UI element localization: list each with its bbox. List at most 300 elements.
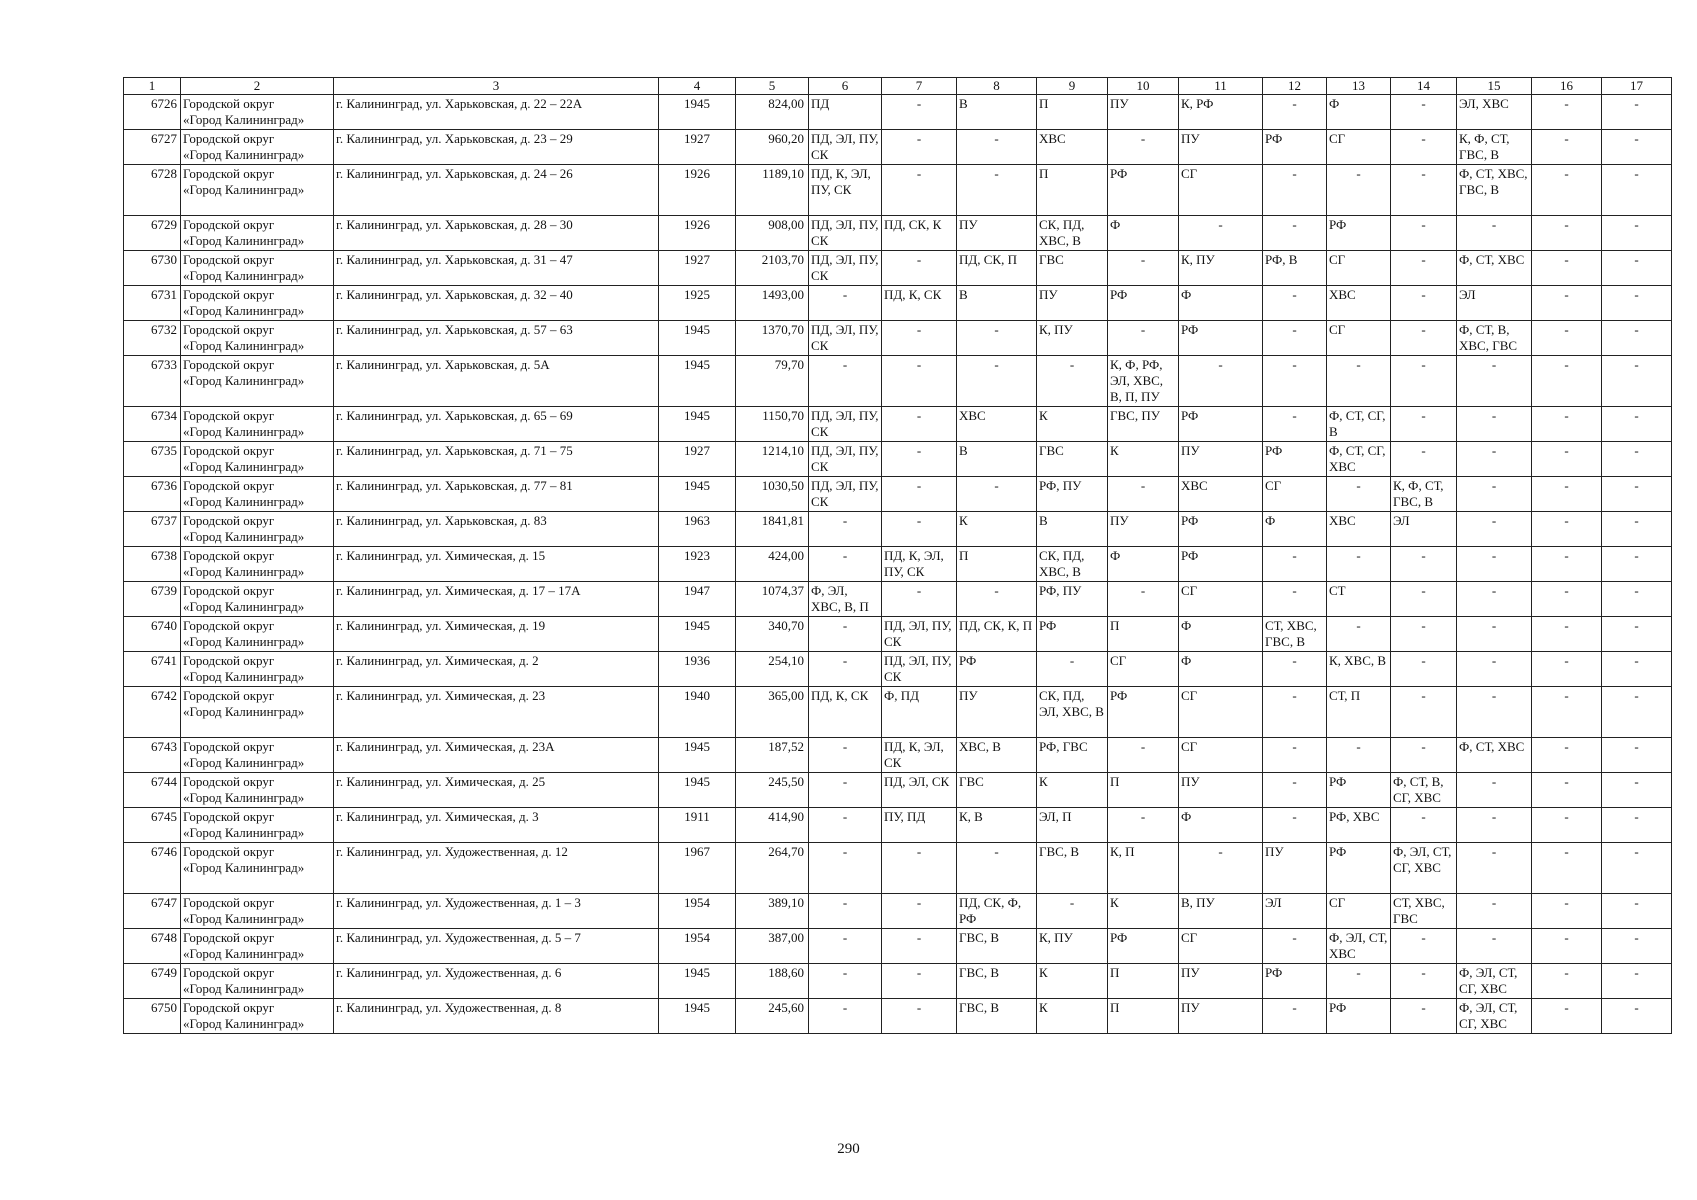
work-type-cell: К, РФ	[1179, 95, 1263, 130]
column-header: 14	[1391, 78, 1457, 95]
address-cell: г. Калининград, ул. Харьковская, д. 24 – 26	[334, 165, 659, 216]
work-type-cell: ЭЛ	[1391, 512, 1457, 547]
work-type-cell: ХВС	[1327, 286, 1391, 321]
municipality-line: «Город Калининград»	[183, 494, 305, 509]
work-type-cell: РФ	[1263, 964, 1327, 999]
work-type-cell: СГ	[1327, 130, 1391, 165]
work-type-cell: -	[957, 356, 1037, 407]
municipality-cell	[181, 512, 334, 547]
area-cell: 245,60	[736, 999, 809, 1034]
work-type-cell: -	[1457, 808, 1532, 843]
work-type-cell: РФ	[1108, 286, 1179, 321]
work-type-cell: ПД, СК, К, П	[957, 617, 1037, 652]
work-type-cell: РФ	[1179, 512, 1263, 547]
column-header: 7	[882, 78, 957, 95]
work-type-cell: ПД, ЭЛ, СК	[882, 773, 957, 808]
work-type-cell: ПУ	[1179, 442, 1263, 477]
work-type-cell: -	[1263, 738, 1327, 773]
work-type-cell: -	[1602, 321, 1672, 356]
work-type-cell: -	[1391, 999, 1457, 1034]
work-type-cell: -	[1457, 477, 1532, 512]
work-type-cell: РФ	[1263, 130, 1327, 165]
work-type-cell: -	[1602, 999, 1672, 1034]
work-type-cell: -	[1327, 617, 1391, 652]
area-cell: 79,70	[736, 356, 809, 407]
work-type-cell: Ф, ЭЛ, СТ, ХВС	[1327, 929, 1391, 964]
work-type-cell: -	[1391, 617, 1457, 652]
work-type-cell: -	[1532, 442, 1602, 477]
work-type-cell: -	[1108, 251, 1179, 286]
area-cell: 387,00	[736, 929, 809, 964]
work-type-cell: -	[1263, 95, 1327, 130]
work-type-cell: -	[1263, 286, 1327, 321]
row-number: 6730	[124, 251, 181, 286]
work-type-cell: -	[809, 547, 882, 582]
area-cell: 1150,70	[736, 407, 809, 442]
municipality-cell	[181, 894, 334, 929]
work-type-cell: Ф, СТ, В, СГ, ХВС	[1391, 773, 1457, 808]
work-type-cell: -	[809, 894, 882, 929]
work-type-cell: -	[1457, 547, 1532, 582]
municipality-line: «Город Калининград»	[183, 860, 305, 875]
work-type-cell: -	[957, 165, 1037, 216]
work-type-cell: ПУ	[1179, 773, 1263, 808]
work-type-cell: ПД, ЭЛ, ПУ, СК	[809, 407, 882, 442]
work-type-cell: К	[1108, 894, 1179, 929]
work-type-cell: -	[1457, 773, 1532, 808]
work-type-cell: -	[1108, 130, 1179, 165]
municipality-line: Городской округ	[183, 653, 275, 668]
municipality-cell	[181, 999, 334, 1034]
work-type-cell: СГ	[1179, 165, 1263, 216]
page-number: 290	[837, 1141, 860, 1157]
address-cell: г. Калининград, ул. Художественная, д. 8	[334, 999, 659, 1034]
municipality-line: «Город Калининград»	[183, 147, 305, 162]
table-row	[124, 687, 1672, 738]
work-type-cell: РФ	[1327, 216, 1391, 251]
area-cell: 1030,50	[736, 477, 809, 512]
work-type-cell: -	[1602, 286, 1672, 321]
work-type-cell: ГВС	[1037, 251, 1108, 286]
area-cell: 960,20	[736, 130, 809, 165]
municipality-cell	[181, 407, 334, 442]
work-type-cell: -	[1532, 321, 1602, 356]
area-cell: 1370,70	[736, 321, 809, 356]
work-type-cell: -	[882, 442, 957, 477]
work-type-cell: -	[1532, 617, 1602, 652]
work-type-cell: -	[809, 356, 882, 407]
year-cell: 1925	[659, 286, 736, 321]
work-type-cell: СТ, ХВС, ГВС	[1391, 894, 1457, 929]
work-type-cell: -	[1327, 738, 1391, 773]
work-type-cell: РФ	[1327, 773, 1391, 808]
work-type-cell: -	[809, 808, 882, 843]
work-type-cell: -	[1391, 216, 1457, 251]
work-type-cell: -	[809, 738, 882, 773]
work-type-cell: -	[1532, 356, 1602, 407]
table-row	[124, 582, 1672, 617]
row-number: 6744	[124, 773, 181, 808]
work-type-cell: -	[1602, 216, 1672, 251]
area-cell: 188,60	[736, 964, 809, 999]
municipality-line: Городской округ	[183, 774, 275, 789]
work-type-cell: Ф, ЭЛ, СТ, СГ, ХВС	[1391, 843, 1457, 894]
work-type-cell: К	[1037, 964, 1108, 999]
year-cell: 1967	[659, 843, 736, 894]
header-row	[124, 78, 1672, 95]
work-type-cell: -	[1457, 512, 1532, 547]
table-body	[124, 95, 1672, 1034]
work-type-cell: -	[882, 95, 957, 130]
address-cell: г. Калининград, ул. Химическая, д. 19	[334, 617, 659, 652]
municipality-line: Городской округ	[183, 513, 275, 528]
work-type-cell: СТ, ХВС, ГВС, В	[1263, 617, 1327, 652]
table-row	[124, 652, 1672, 687]
municipality-cell	[181, 165, 334, 216]
year-cell: 1954	[659, 929, 736, 964]
work-type-cell: -	[1457, 356, 1532, 407]
address-cell: г. Калининград, ул. Харьковская, д. 57 – 63	[334, 321, 659, 356]
work-type-cell: -	[1602, 808, 1672, 843]
work-type-cell: -	[1532, 964, 1602, 999]
work-type-cell: -	[1602, 165, 1672, 216]
municipality-cell	[181, 216, 334, 251]
work-type-cell: -	[1532, 894, 1602, 929]
column-header: 10	[1108, 78, 1179, 95]
table-row	[124, 251, 1672, 286]
work-type-cell: К	[1108, 442, 1179, 477]
work-type-cell: Ф, ЭЛ, ХВС, В, П	[809, 582, 882, 617]
municipality-line: «Город Калининград»	[183, 1016, 305, 1031]
municipality-line: Городской округ	[183, 96, 275, 111]
work-type-cell: ГВС, В	[957, 964, 1037, 999]
table-row	[124, 843, 1672, 894]
work-type-cell: РФ	[1263, 442, 1327, 477]
work-type-cell: -	[809, 929, 882, 964]
municipality-line: Городской округ	[183, 895, 275, 910]
table-row	[124, 95, 1672, 130]
work-type-cell: СГ	[1179, 582, 1263, 617]
work-type-cell: -	[1391, 407, 1457, 442]
work-type-cell: -	[882, 999, 957, 1034]
work-type-cell: -	[1457, 216, 1532, 251]
work-type-cell: -	[1532, 773, 1602, 808]
work-type-cell: -	[809, 999, 882, 1034]
year-cell: 1945	[659, 321, 736, 356]
year-cell: 1945	[659, 773, 736, 808]
column-header: 1	[124, 78, 181, 95]
work-type-cell: -	[1391, 251, 1457, 286]
work-type-cell: ПД, К, СК	[809, 687, 882, 738]
work-type-cell: РФ, ГВС	[1037, 738, 1108, 773]
municipality-cell	[181, 687, 334, 738]
work-type-cell: СГ	[1327, 894, 1391, 929]
work-type-cell: ПД, ЭЛ, ПУ, СК	[809, 251, 882, 286]
work-type-cell: В	[957, 442, 1037, 477]
work-type-cell: -	[1037, 894, 1108, 929]
work-type-cell: -	[1327, 165, 1391, 216]
work-type-cell: ПД, ЭЛ, ПУ, СК	[882, 617, 957, 652]
municipality-line: «Город Калининград»	[183, 233, 305, 248]
work-type-cell: СТ	[1327, 582, 1391, 617]
column-header: 13	[1327, 78, 1391, 95]
table-row	[124, 894, 1672, 929]
work-type-cell: ПУ	[957, 687, 1037, 738]
work-type-cell: ПД, СК, К	[882, 216, 957, 251]
work-type-cell: ХВС, В	[957, 738, 1037, 773]
work-type-cell: П	[1037, 95, 1108, 130]
work-type-cell: -	[1391, 286, 1457, 321]
work-type-cell: ПД	[809, 95, 882, 130]
table-row	[124, 407, 1672, 442]
address-cell: г. Калининград, ул. Харьковская, д. 71 – 75	[334, 442, 659, 477]
work-type-cell: Ф	[1179, 652, 1263, 687]
row-number: 6735	[124, 442, 181, 477]
municipality-cell	[181, 738, 334, 773]
work-type-cell: -	[1602, 356, 1672, 407]
area-cell: 1214,10	[736, 442, 809, 477]
area-cell: 1841,81	[736, 512, 809, 547]
work-type-cell: ПУ	[957, 216, 1037, 251]
municipality-line: Городской округ	[183, 217, 275, 232]
work-type-cell: ПД, ЭЛ, ПУ, СК	[809, 321, 882, 356]
work-type-cell: -	[882, 843, 957, 894]
work-type-cell: -	[1532, 165, 1602, 216]
work-type-cell: П	[1037, 165, 1108, 216]
work-type-cell: СГ	[1327, 251, 1391, 286]
address-cell: г. Калининград, ул. Химическая, д. 23А	[334, 738, 659, 773]
work-type-cell: -	[1391, 95, 1457, 130]
address-cell: г. Калининград, ул. Художественная, д. 12	[334, 843, 659, 894]
work-type-cell: РФ	[1327, 999, 1391, 1034]
address-cell: г. Калининград, ул. Харьковская, д. 31 – 47	[334, 251, 659, 286]
municipality-line: Городской округ	[183, 1000, 275, 1015]
row-number: 6729	[124, 216, 181, 251]
work-type-cell: -	[1532, 95, 1602, 130]
work-type-cell: -	[1263, 321, 1327, 356]
work-type-cell: ГВС	[1037, 442, 1108, 477]
year-cell: 1945	[659, 738, 736, 773]
year-cell: 1945	[659, 999, 736, 1034]
work-type-cell: -	[1532, 407, 1602, 442]
column-header: 15	[1457, 78, 1532, 95]
municipality-line: Городской округ	[183, 688, 275, 703]
work-type-cell: -	[1108, 582, 1179, 617]
municipality-cell	[181, 356, 334, 407]
work-type-cell: К	[1037, 773, 1108, 808]
work-type-cell: СК, ПД, ХВС, В	[1037, 547, 1108, 582]
municipality-cell	[181, 964, 334, 999]
work-type-cell: -	[1602, 652, 1672, 687]
work-type-cell: К	[1037, 999, 1108, 1034]
year-cell: 1945	[659, 477, 736, 512]
work-type-cell: СК, ПД, ХВС, В	[1037, 216, 1108, 251]
work-type-cell: -	[1263, 929, 1327, 964]
work-type-cell: -	[1532, 687, 1602, 738]
work-type-cell: -	[1602, 582, 1672, 617]
municipality-cell	[181, 843, 334, 894]
table-row	[124, 964, 1672, 999]
work-type-cell: -	[1263, 687, 1327, 738]
work-type-cell: К, Ф, СТ, ГВС, В	[1391, 477, 1457, 512]
work-type-cell: Ф	[1327, 95, 1391, 130]
municipality-line: Городской округ	[183, 809, 275, 824]
municipality-line: Городской округ	[183, 131, 275, 146]
work-type-cell: -	[1457, 894, 1532, 929]
work-type-cell: -	[1179, 216, 1263, 251]
work-type-cell: Ф, СТ, ХВС	[1457, 251, 1532, 286]
work-type-cell: -	[1602, 547, 1672, 582]
row-number: 6726	[124, 95, 181, 130]
work-type-cell: -	[1391, 356, 1457, 407]
work-type-cell: -	[882, 512, 957, 547]
municipality-line: «Город Калининград»	[183, 981, 305, 996]
row-number: 6728	[124, 165, 181, 216]
work-type-cell: -	[1391, 738, 1457, 773]
municipality-line: «Город Калининград»	[183, 424, 305, 439]
work-type-cell: -	[1108, 321, 1179, 356]
work-type-cell: -	[1457, 929, 1532, 964]
municipality-cell	[181, 95, 334, 130]
work-type-cell: Ф, СТ, СГ, В	[1327, 407, 1391, 442]
work-type-cell: ПУ	[1108, 95, 1179, 130]
row-number: 6743	[124, 738, 181, 773]
work-type-cell: ГВС, ПУ	[1108, 407, 1179, 442]
table-row	[124, 547, 1672, 582]
area-cell: 187,52	[736, 738, 809, 773]
work-type-cell: -	[1263, 216, 1327, 251]
work-type-cell: -	[1602, 929, 1672, 964]
work-type-cell: ГВС	[957, 773, 1037, 808]
work-type-cell: РФ	[1179, 321, 1263, 356]
municipality-line: Городской округ	[183, 739, 275, 754]
municipality-line: Городской округ	[183, 965, 275, 980]
work-type-cell: ПУ	[1263, 843, 1327, 894]
work-type-cell: -	[1602, 251, 1672, 286]
work-type-cell: -	[1602, 130, 1672, 165]
year-cell: 1923	[659, 547, 736, 582]
work-type-cell: -	[1179, 356, 1263, 407]
address-cell: г. Калининград, ул. Харьковская, д. 23 – 29	[334, 130, 659, 165]
work-type-cell: -	[1602, 964, 1672, 999]
municipality-line: «Город Калининград»	[183, 182, 305, 197]
work-type-cell: П	[1108, 773, 1179, 808]
work-type-cell: -	[957, 321, 1037, 356]
area-cell: 414,90	[736, 808, 809, 843]
work-type-cell: К, П	[1108, 843, 1179, 894]
column-header: 16	[1532, 78, 1602, 95]
work-type-cell: -	[1263, 165, 1327, 216]
table-row	[124, 773, 1672, 808]
work-type-cell: -	[882, 477, 957, 512]
work-type-cell: К	[1037, 407, 1108, 442]
municipality-cell	[181, 929, 334, 964]
municipality-cell	[181, 582, 334, 617]
work-type-cell: -	[1532, 216, 1602, 251]
area-cell: 254,10	[736, 652, 809, 687]
table-row	[124, 477, 1672, 512]
work-type-cell: -	[882, 165, 957, 216]
work-type-cell: -	[1532, 999, 1602, 1034]
work-type-cell: Ф, СТ, СГ, ХВС	[1327, 442, 1391, 477]
row-number: 6731	[124, 286, 181, 321]
work-type-cell: ПД, СК, П	[957, 251, 1037, 286]
work-type-cell: СГ	[1327, 321, 1391, 356]
work-type-cell: РФ, ПУ	[1037, 477, 1108, 512]
work-type-cell: -	[1263, 808, 1327, 843]
work-type-cell: ХВС	[957, 407, 1037, 442]
work-type-cell: СГ	[1263, 477, 1327, 512]
work-type-cell: -	[1457, 582, 1532, 617]
row-number: 6736	[124, 477, 181, 512]
work-type-cell: П	[1108, 999, 1179, 1034]
work-type-cell: -	[1532, 286, 1602, 321]
work-type-cell: -	[1391, 929, 1457, 964]
work-type-cell: -	[1457, 617, 1532, 652]
area-cell: 424,00	[736, 547, 809, 582]
work-type-cell: -	[1532, 582, 1602, 617]
work-type-cell: -	[809, 773, 882, 808]
work-type-cell: -	[1532, 512, 1602, 547]
work-type-cell: СГ	[1179, 929, 1263, 964]
work-type-cell: -	[809, 843, 882, 894]
work-type-cell: П	[1108, 617, 1179, 652]
address-cell: г. Калининград, ул. Химическая, д. 2	[334, 652, 659, 687]
row-number: 6742	[124, 687, 181, 738]
municipality-line: «Город Калининград»	[183, 790, 305, 805]
work-type-cell: -	[1108, 738, 1179, 773]
work-type-cell: ГВС, В	[957, 999, 1037, 1034]
work-type-cell: -	[957, 582, 1037, 617]
work-type-cell: В	[1037, 512, 1108, 547]
year-cell: 1945	[659, 407, 736, 442]
work-type-cell: -	[1532, 547, 1602, 582]
column-header: 4	[659, 78, 736, 95]
work-type-cell: -	[882, 582, 957, 617]
municipality-line: «Город Калининград»	[183, 946, 305, 961]
work-type-cell: -	[1391, 964, 1457, 999]
address-cell: г. Калининград, ул. Харьковская, д. 77 – 81	[334, 477, 659, 512]
table-row	[124, 999, 1672, 1034]
municipality-line: Городской округ	[183, 618, 275, 633]
work-type-cell: РФ, ПУ	[1037, 582, 1108, 617]
year-cell: 1927	[659, 442, 736, 477]
work-type-cell: -	[1108, 808, 1179, 843]
year-cell: 1963	[659, 512, 736, 547]
municipality-line: Городской округ	[183, 443, 275, 458]
work-type-cell: В	[957, 286, 1037, 321]
row-number: 6738	[124, 547, 181, 582]
work-type-cell: -	[1457, 687, 1532, 738]
work-type-cell: СК, ПД, ЭЛ, ХВС, В	[1037, 687, 1108, 738]
work-type-cell: ПД, ЭЛ, ПУ, СК	[809, 442, 882, 477]
work-type-cell: К, ПУ	[1179, 251, 1263, 286]
work-type-cell: -	[1263, 999, 1327, 1034]
row-number: 6746	[124, 843, 181, 894]
area-cell: 1074,37	[736, 582, 809, 617]
work-type-cell: Ф	[1179, 808, 1263, 843]
table-row	[124, 165, 1672, 216]
municipality-line: «Город Калининград»	[183, 338, 305, 353]
address-cell: г. Калининград, ул. Художественная, д. 6	[334, 964, 659, 999]
work-type-cell: -	[1602, 407, 1672, 442]
work-type-cell: Ф, СТ, ХВС	[1457, 738, 1532, 773]
work-type-cell: ПД, ЭЛ, ПУ, СК	[809, 216, 882, 251]
work-type-cell: ПУ	[1108, 512, 1179, 547]
work-type-cell: -	[882, 321, 957, 356]
work-type-cell: ПУ, ПД	[882, 808, 957, 843]
area-cell: 1189,10	[736, 165, 809, 216]
